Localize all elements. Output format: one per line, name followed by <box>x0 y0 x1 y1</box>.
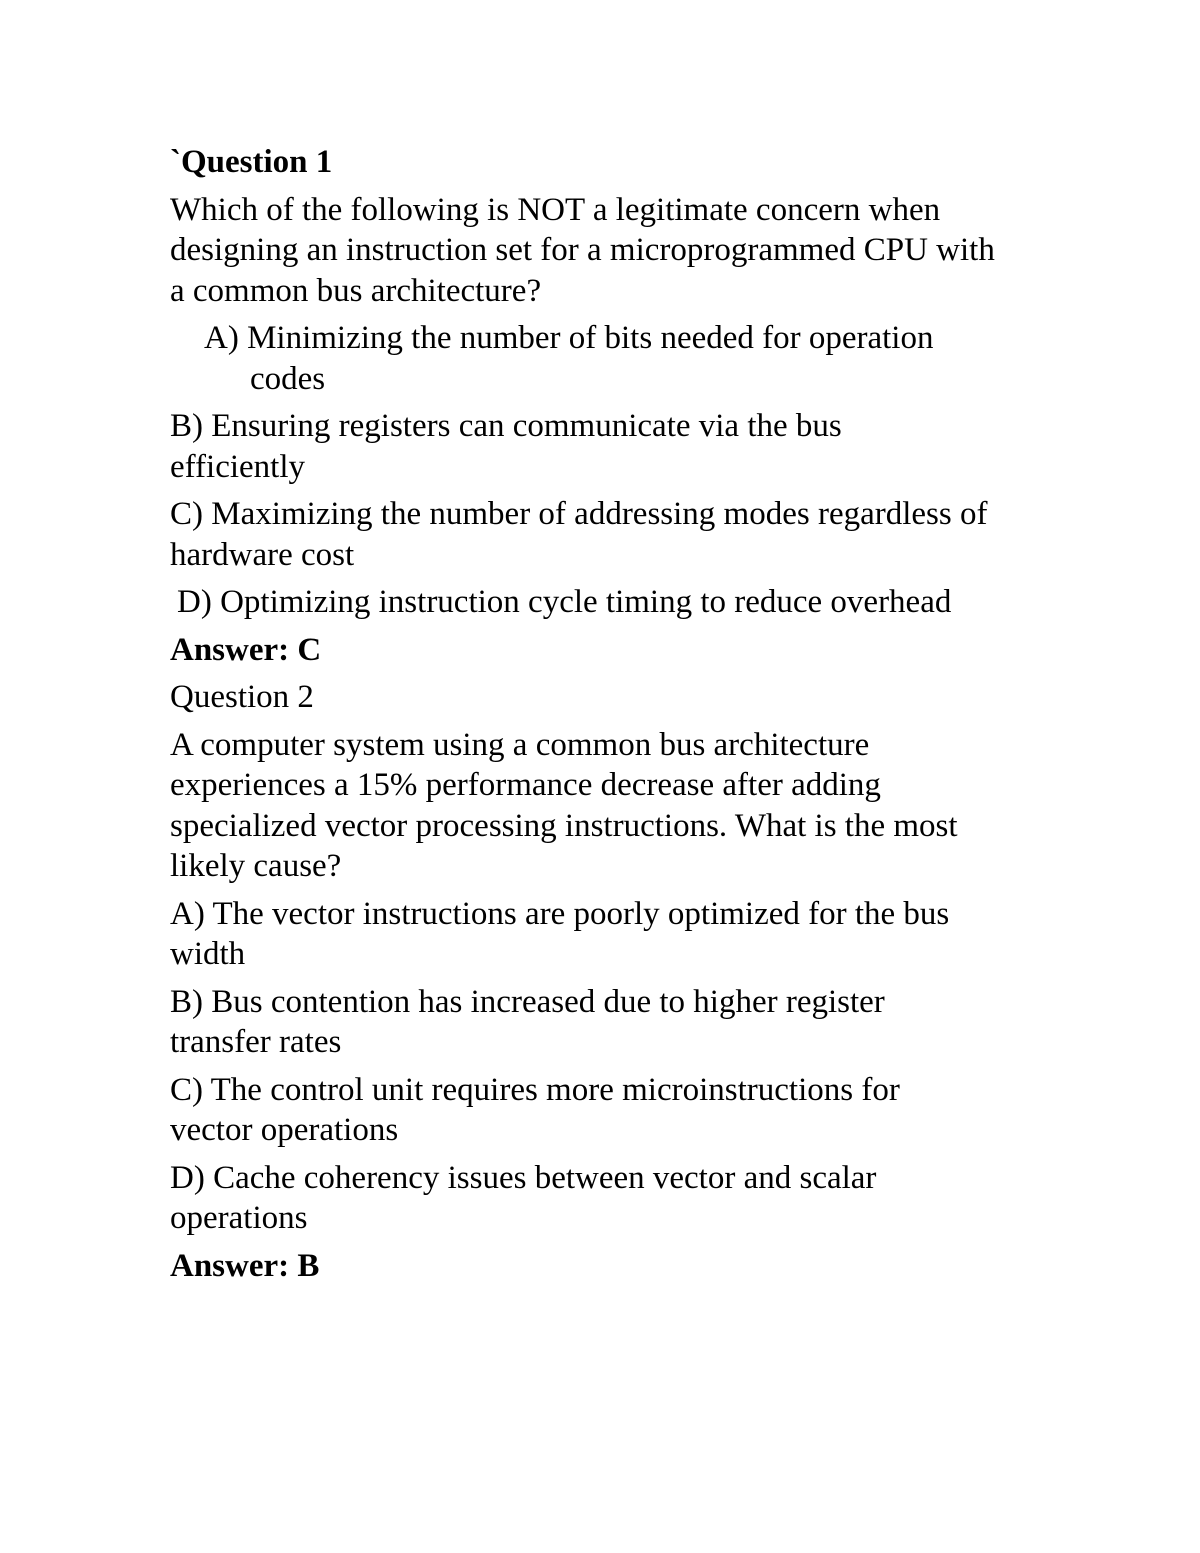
question-2-option-b: B) Bus contention has increased due to higher register transfer rates <box>170 983 885 1060</box>
question-2-prompt: A computer system using a common bus architecture experiences a 15% performance decrease after adding specialized vector processing instructions. What is the most likely cause? <box>170 726 958 884</box>
question-1-option-a: A) Minimizing the number of bits needed for operation codes <box>204 320 934 397</box>
question-1-option-c: C) Maximizing the number of addressing modes regardless of hardware cost <box>170 496 988 573</box>
document-body <box>170 142 1030 1293</box>
question-1-option-b: B) Ensuring registers can communicate via the bus efficiently <box>170 408 842 485</box>
question-2-option-d: D) Cache coherency issues between vector and scalar operations <box>170 1159 877 1236</box>
question-2-heading: Question 2 <box>170 679 314 715</box>
question-1-answer: Answer: C <box>170 631 322 668</box>
question-2-answer: Answer: B <box>170 1247 320 1284</box>
question-1-heading: `Question 1 <box>170 144 333 180</box>
question-2-option-c: C) The control unit requires more microinstructions for vector operations <box>170 1071 900 1148</box>
question-1-option-d: D) Optimizing instruction cycle timing to reduce overhead <box>177 584 952 620</box>
question-1-prompt: Which of the following is NOT a legitimate concern when designing an instruction set for a microprogrammed CPU with a common bus architecture? <box>170 191 995 309</box>
question-2-option-a: A) The vector instructions are poorly optimized for the bus width <box>170 895 950 972</box>
